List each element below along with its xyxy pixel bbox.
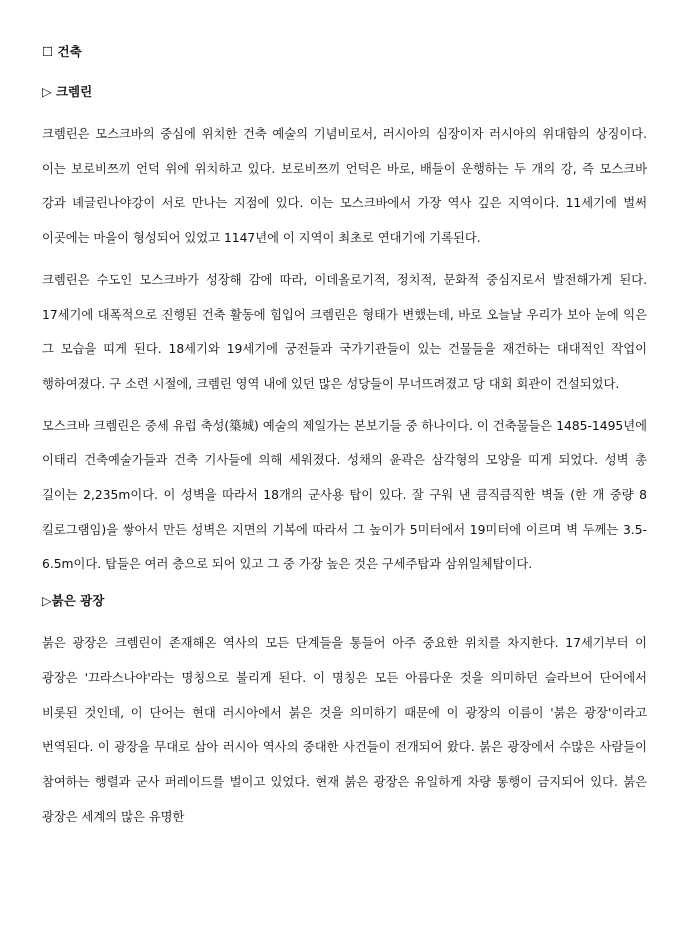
kremlin-paragraph-3: 모스크바 크렘린은 중세 유럽 축성(築城) 예술의 제일가는 본보기들 중 하나이다. 이 건축물들은 1485-1495년에 이태리 건축예술가들과 건축 기사들에 의해 세워졌다. 성채의 윤곽은 삼각형의 모양을 띠게 되었다. 성벽 총 길이는 2,235m이다. 이 성벽을 따라서 18개의 군사용 탑이 있다. 잘 구워 낸 큼직큼직한 벽돌 (한 개 중량 8 킬로그램임)을 쌓아서 만든 성벽은 지면의 기복에 따라서 그 높이가 5미터에서 19미터에 이르며 벽 두께는 3.5-6.5m이다. 탑들은 여러 층으로 되어 있고 그 중 가장 높은 것은 구세주탑과 삼위일체탑이다. bbox=[42, 418, 647, 572]
section-title: ☐ 건축 bbox=[42, 44, 82, 59]
red-square-paragraph-1: 붉은 광장은 크렘린이 존재해온 역사의 모든 단계들을 통들어 아주 중요한 위치를 차지한다. 17세기부터 이 광장은 '끄라스나야'라는 명칭으로 불리게 된다. 이 명칭은 모든 아름다운 것을 의미하던 슬라브어 단어에서 비롯된 것인데, 이 단어는 현대 러시아에서 붉은 것을 의미하기 때문에 이 광장의 이름이 '붉은 광장'이라고 번역된다. 이 광장을 무대로 삼아 러시아 역사의 중대한 사건들이 전개되어 왔다. 붉은 광장에서 수많은 사람들이 참여하는 행렬과 군사 퍼레이드를 벌이고 있었다. 현재 붉은 광장은 유일하게 차량 통행이 금지되어 있다. 붉은 광장은 세계의 많은 유명한 bbox=[42, 636, 647, 824]
kremlin-paragraph-2: 크렘린은 수도인 모스크바가 성장해 감에 따라, 이데올로기적, 정치적, 문화적 중심지로서 발전해가게 된다. 17세기에 대폭적으로 진행된 건축 활동에 힘입어 크렘린은 형태가 변했는데, 바로 오늘날 우리가 보아 눈에 익은 그 모습을 띠게 된다. 18세기와 19세기에 궁전들과 국가기관들이 있는 건물들을 재건하는 대대적인 작업이 행하여졌다. 구 소련 시절에, 크렘린 영역 내에 있던 많은 성당들이 무너뜨려졌고 당 대회 회관이 건설되었다. bbox=[42, 272, 647, 391]
kremlin-paragraph-1: 크렘린은 모스크바의 중심에 위치한 건축 예술의 기념비로서, 러시아의 심장이자 러시아의 위대함의 상징이다. 이는 보로비쯔끼 언덕 위에 위치하고 있다. 보로비쯔끼 언덕은 바로, 배들이 운행하는 두 개의 강, 즉 모스크바 강과 녜글린나야강이 서로 만나는 지점에 있다. 이는 모스크바에서 가장 역사 깊은 지역이다. 11세기에 벌써 이곳에는 마을이 형성되어 있었고 1147년에 이 지역이 최초로 연대기에 기록된다. bbox=[42, 127, 647, 246]
kremlin-heading: ▷ 크렘린 bbox=[42, 84, 93, 99]
document-page bbox=[42, 40, 647, 841]
red-square-heading: ▷붉은 광장 bbox=[42, 593, 105, 609]
